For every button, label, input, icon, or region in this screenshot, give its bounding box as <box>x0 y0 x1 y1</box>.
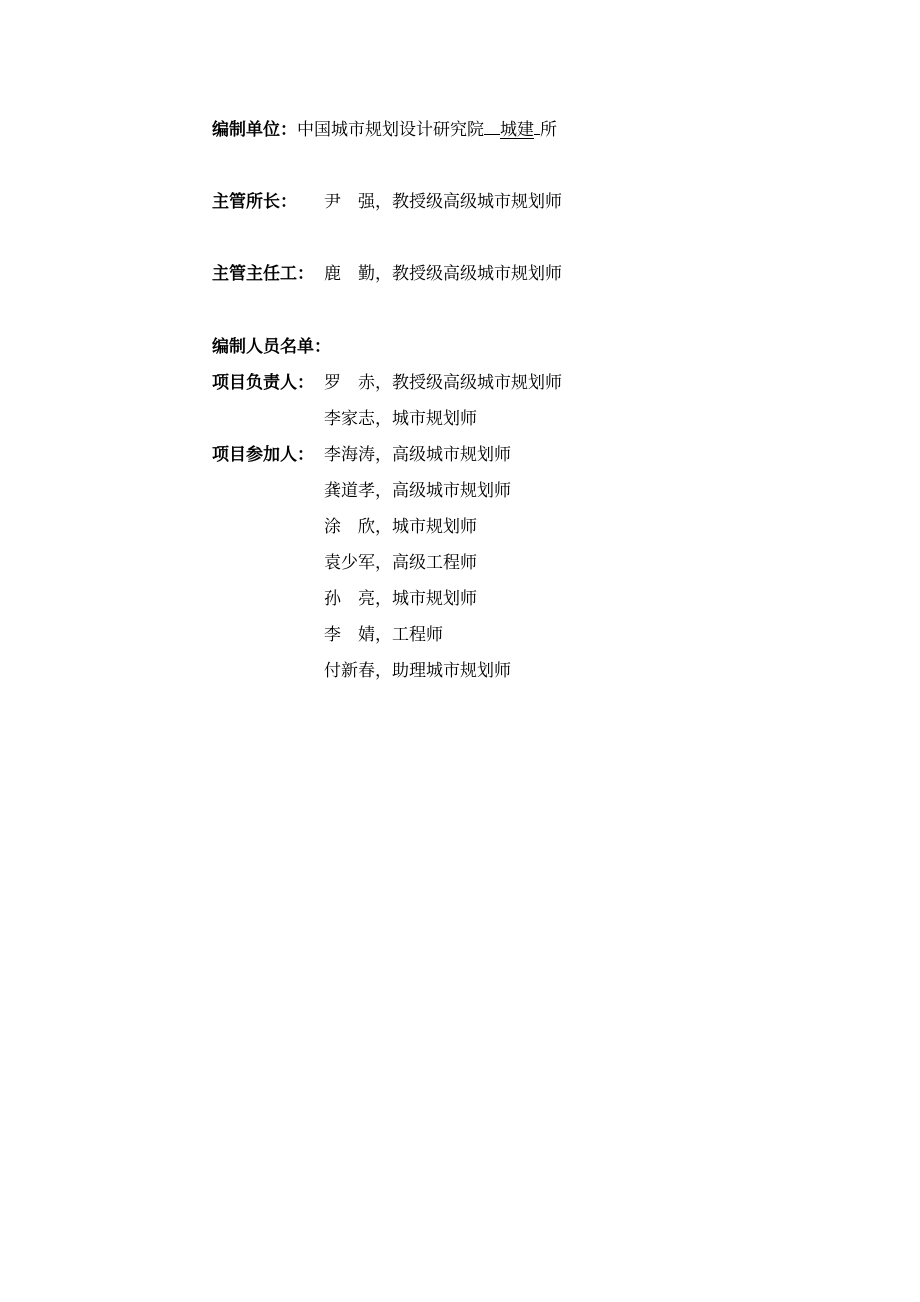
project-lead-row <box>212 407 477 431</box>
participant-row <box>212 623 443 647</box>
director-line <box>212 190 562 214</box>
org-name: 中国城市规划设计研究院 <box>297 120 484 140</box>
project-leads-label: 项目负责人： <box>212 373 314 393</box>
staff-heading <box>212 335 331 359</box>
participant-member: 孙 亮，城市规划师 <box>324 589 477 609</box>
dept-underline-lead <box>484 118 500 135</box>
participant-member: 涂 欣，城市规划师 <box>324 517 477 537</box>
participant-member: 袁少军，高级工程师 <box>324 553 477 573</box>
chief-engineer-label: 主管主任工： <box>212 264 314 284</box>
chief-engineer-line <box>212 262 562 286</box>
chief-engineer-value: 鹿 勤，教授级高级城市规划师 <box>324 264 562 284</box>
director-value: 尹 强，教授级高级城市规划师 <box>324 192 562 212</box>
participant-member: 李海涛，高级城市规划师 <box>324 445 511 465</box>
org-line <box>212 118 557 142</box>
participant-member: 龚道孝，高级城市规划师 <box>324 481 511 501</box>
project-lead-member: 李家志，城市规划师 <box>324 409 477 429</box>
director-label: 主管所长： <box>212 192 297 212</box>
org-label: 编制单位： <box>212 120 297 140</box>
participant-row <box>212 587 477 611</box>
participant-row <box>212 443 511 467</box>
project-lead-row <box>212 371 562 395</box>
staff-heading-text: 编制人员名单： <box>212 337 331 357</box>
dept-name: 城建 <box>500 120 534 140</box>
org-suffix: 所 <box>540 120 557 140</box>
participant-member: 付新春，助理城市规划师 <box>324 661 511 681</box>
participants-label: 项目参加人： <box>212 445 314 465</box>
project-lead-member: 罗 赤，教授级高级城市规划师 <box>324 373 562 393</box>
participant-row <box>212 515 477 539</box>
participant-row <box>212 551 477 575</box>
participant-row <box>212 659 511 683</box>
participant-member: 李 婧，工程师 <box>324 625 443 645</box>
participant-row <box>212 479 511 503</box>
